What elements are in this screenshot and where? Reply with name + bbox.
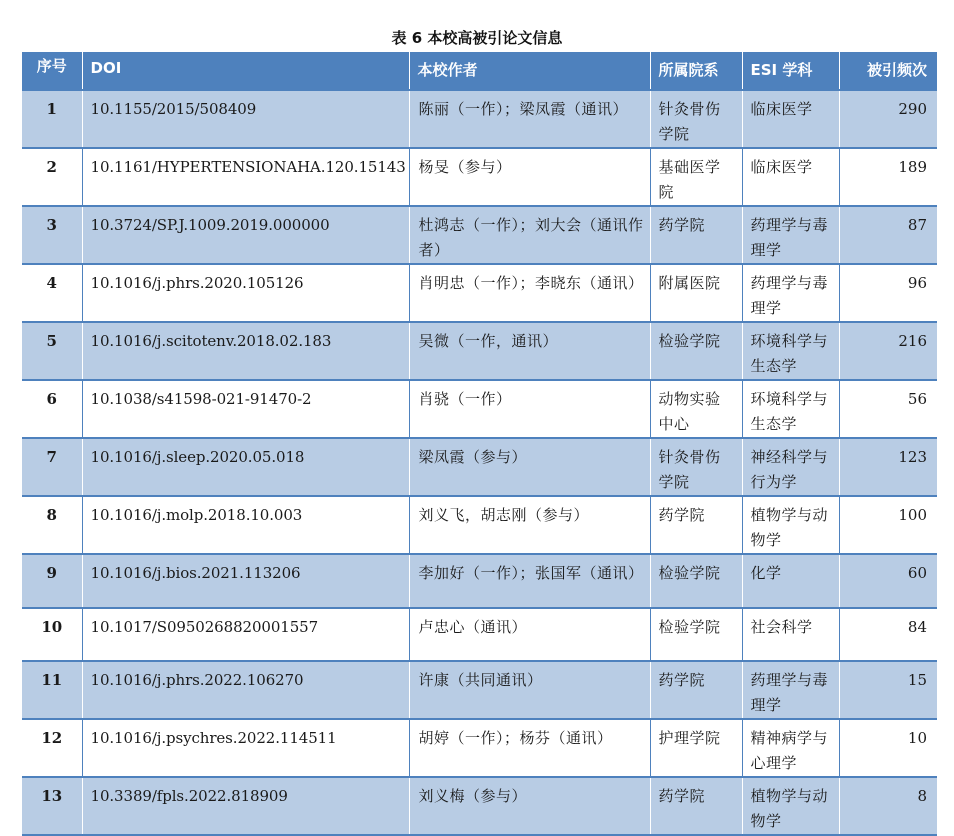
cell-authors: 梁凤霞（参与）: [409, 438, 650, 496]
cell-institute: 附属医院: [650, 264, 742, 322]
cell-institute: 动物实验中心: [650, 380, 742, 438]
cell-no: 12: [22, 719, 82, 777]
cell-esi: 精神病学与心理学: [742, 719, 839, 777]
table-row: [22, 90, 937, 148]
cell-citations: 100: [898, 506, 927, 524]
header-citations: 被引频次: [866, 61, 927, 79]
cell-authors: 肖明忠（一作）；李晓东（通讯）: [409, 264, 650, 322]
cell-esi: 植物学与动物学: [742, 496, 839, 554]
header-institute: 所属院系: [650, 52, 742, 90]
cell-esi: 环境科学与生态学: [742, 380, 839, 438]
cell-authors: 刘义梅（参与）: [409, 777, 650, 835]
table-row: [22, 264, 937, 322]
cell-authors: 肖骁（一作）: [409, 380, 650, 438]
cell-doi: 10.1155/2015/508409: [82, 90, 409, 148]
table-body: [22, 90, 937, 835]
cell-citations: 60: [907, 564, 927, 582]
table-row: [22, 438, 937, 496]
cell-no: 1: [22, 90, 82, 148]
cell-esi: 药理学与毒理学: [742, 206, 839, 264]
table-row: [22, 608, 937, 662]
cell-esi: 临床医学: [742, 148, 839, 206]
cell-doi: 10.3389/fpls.2022.818909: [82, 777, 409, 835]
cell-authors: 许康（共同通讯）: [409, 661, 650, 719]
cell-institute: 药学院: [650, 496, 742, 554]
cell-authors: 李加好（一作）；张国军（通讯）: [409, 554, 650, 608]
table-row: [22, 661, 937, 719]
cell-citations: 84: [907, 617, 927, 636]
cell-doi: 10.1016/j.phrs.2020.105126: [82, 264, 409, 322]
cell-citations: 96: [907, 274, 927, 292]
cell-citations: 290: [898, 100, 927, 118]
table-caption: 表 6 本校高被引论文信息: [391, 29, 563, 47]
cell-esi: 临床医学: [742, 90, 839, 148]
table-row: [22, 554, 937, 608]
header-authors: 本校作者: [409, 52, 650, 90]
cell-doi: 10.1016/j.sleep.2020.05.018: [82, 438, 409, 496]
cell-institute: 检验学院: [650, 322, 742, 380]
cell-citations: 56: [907, 390, 927, 408]
table-row: [22, 206, 937, 264]
cell-institute: 基础医学院: [650, 148, 742, 206]
citation-table: [22, 52, 937, 836]
table-row: [22, 496, 937, 554]
cell-doi: 10.1161/HYPERTENSIONAHA.120.15143: [82, 148, 409, 206]
cell-institute: 针灸骨伤学院: [650, 438, 742, 496]
cell-citations: 216: [898, 332, 927, 350]
cell-no: 5: [22, 322, 82, 380]
cell-esi: 社会科学: [742, 608, 839, 662]
cell-no: 8: [22, 496, 82, 554]
cell-no: 4: [22, 264, 82, 322]
header-no: 序号: [22, 52, 82, 90]
cell-no: 3: [22, 206, 82, 264]
cell-esi: 神经科学与行为学: [742, 438, 839, 496]
cell-institute: 检验学院: [650, 608, 742, 662]
table-row: [22, 148, 937, 206]
cell-citations: 10: [907, 729, 927, 748]
cell-no: 2: [22, 148, 82, 206]
cell-no: 6: [22, 380, 82, 438]
cell-authors: 胡婷（一作）；杨芬（通讯）: [409, 719, 650, 777]
cell-doi: 10.1016/j.molp.2018.10.003: [82, 496, 409, 554]
cell-doi: 10.1016/j.bios.2021.113206: [82, 554, 409, 608]
cell-no: 10: [22, 608, 82, 662]
cell-no: 7: [22, 438, 82, 496]
cell-citations: 123: [898, 448, 927, 466]
cell-citations: 8: [917, 787, 927, 806]
table-row: [22, 380, 937, 438]
cell-doi: 10.1038/s41598-021-91470-2: [82, 380, 409, 438]
cell-authors: 杨旻（参与）: [409, 148, 650, 206]
cell-doi: 10.1016/j.psychres.2022.114511: [82, 719, 409, 777]
cell-doi: 10.1017/S0950268820001557: [82, 608, 409, 662]
cell-institute: 药学院: [650, 661, 742, 719]
cell-authors: 陈丽（一作）；梁凤霞（通讯）: [409, 90, 650, 148]
cell-esi: 药理学与毒理学: [742, 264, 839, 322]
cell-institute: 检验学院: [650, 554, 742, 608]
table-row: [22, 322, 937, 380]
cell-esi: 环境科学与生态学: [742, 322, 839, 380]
cell-no: 11: [22, 661, 82, 719]
cell-esi: 植物学与动物学: [742, 777, 839, 835]
cell-no: 13: [22, 777, 82, 835]
cell-doi: 10.1016/j.scitotenv.2018.02.183: [82, 322, 409, 380]
cell-doi: 10.3724/SP.J.1009.2019.000000: [82, 206, 409, 264]
cell-institute: 护理学院: [650, 719, 742, 777]
cell-no: 9: [22, 554, 82, 608]
cell-citations: 15: [907, 671, 927, 690]
table-row: [22, 719, 937, 777]
header-doi: DOI: [82, 52, 409, 90]
cell-esi: 药理学与毒理学: [742, 661, 839, 719]
cell-authors: 卢忠心（通讯）: [409, 608, 650, 662]
cell-doi: 10.1016/j.phrs.2022.106270: [82, 661, 409, 719]
cell-authors: 吴微（一作，通讯）: [409, 322, 650, 380]
header-esi: ESI 学科: [742, 52, 839, 90]
table-row: [22, 777, 937, 835]
cell-institute: 药学院: [650, 777, 742, 835]
cell-esi: 化学: [742, 554, 839, 608]
cell-institute: 药学院: [650, 206, 742, 264]
cell-institute: 针灸骨伤学院: [650, 90, 742, 148]
cell-citations: 87: [907, 216, 927, 234]
cell-citations: 189: [898, 158, 927, 176]
cell-authors: 刘义飞，胡志刚（参与）: [409, 496, 650, 554]
cell-authors: 杜鸿志（一作）；刘大会（通讯作者）: [409, 206, 650, 264]
table-header-row: [22, 52, 937, 90]
